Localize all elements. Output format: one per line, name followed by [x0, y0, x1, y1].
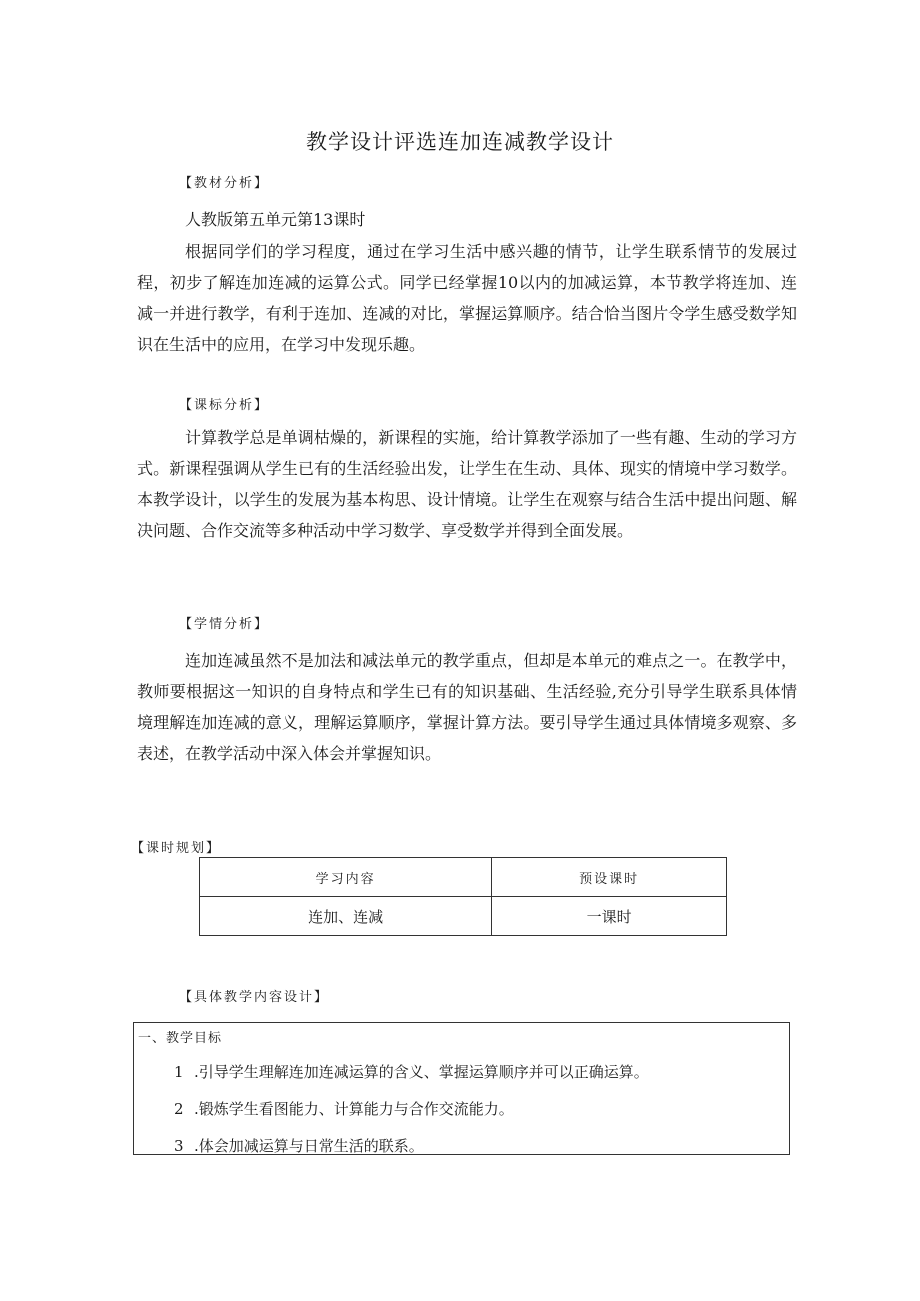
heading-student-analysis: 【学情分析】: [179, 617, 270, 632]
goal-number: 3: [174, 1137, 184, 1155]
goal-number: 1: [174, 1063, 184, 1081]
heading-textbook-analysis: 【教材分析】: [179, 176, 270, 191]
table-row: [200, 897, 727, 936]
paragraph-textbook-analysis: 根据同学们的学习程度，通过在学习生活中感兴趣的情节，让学生联系情节的发展过程，初步了解连加连减的运算公式。同学已经掌握10以内的加减运算，本节教学将连加、连减一并进行教学，有利于连加、连减的对比，掌握运算顺序。结合恰当图片令学生感受数学知识在生活中的应用，在学习中发现乐趣。: [137, 242, 797, 354]
goal-text: .引导学生理解连加连减运算的含义、掌握运算顺序并可以正确运算。: [194, 1063, 649, 1081]
teaching-goals-title: 一、教学目标: [138, 1031, 223, 1046]
list-item: [174, 1098, 514, 1119]
goal-text: .体会加减运算与日常生活的联系。: [194, 1137, 424, 1155]
teaching-goals-box: [133, 1022, 790, 1155]
list-item: [174, 1061, 649, 1082]
list-item: [174, 1135, 424, 1156]
table-cell: 一课时: [492, 897, 727, 936]
goal-text: .锻炼学生看图能力、计算能力与合作交流能力。: [194, 1100, 514, 1118]
heading-curriculum-analysis: 【课标分析】: [179, 398, 270, 413]
paragraph-student-analysis: 连加连减虽然不是加法和减法单元的教学重点，但却是本单元的难点之一。在教学中，教师要根据这一知识的自身特点和学生已有的知识基础、生活经验,充分引导学生联系具体情境理解连加连减的意义，理解运算顺序，掌握计算方法。要引导学生通过具体情境多观察、多表述，在教学活动中深入体会并掌握知识。: [137, 651, 797, 763]
textbook-edition-line: 人教版第五单元第13课时: [185, 210, 366, 229]
table-header-cell: 预设课时: [492, 858, 727, 897]
table-cell: 连加、连减: [200, 897, 492, 936]
lesson-plan-table: [199, 857, 727, 936]
goal-number: 2: [174, 1100, 184, 1118]
table-header-cell: 学习内容: [200, 858, 492, 897]
paragraph-curriculum-analysis: 计算教学总是单调枯燥的，新课程的实施，给计算教学添加了一些有趣、生动的学习方式。新课程强调从学生已有的生活经验出发，让学生在生动、具体、现实的情境中学习数学。本教学设计，以学生的发展为基本构思、设计情境。让学生在观察与结合生活中提出问题、解决问题、合作交流等多种活动中学习数学、享受数学并得到全面发展。: [137, 428, 797, 540]
heading-lesson-plan: 【课时规划】: [131, 841, 222, 856]
document-title: 教学设计评选连加连减教学设计: [306, 130, 614, 154]
table-header-row: [200, 858, 727, 897]
heading-content-design: 【具体教学内容设计】: [179, 990, 330, 1005]
